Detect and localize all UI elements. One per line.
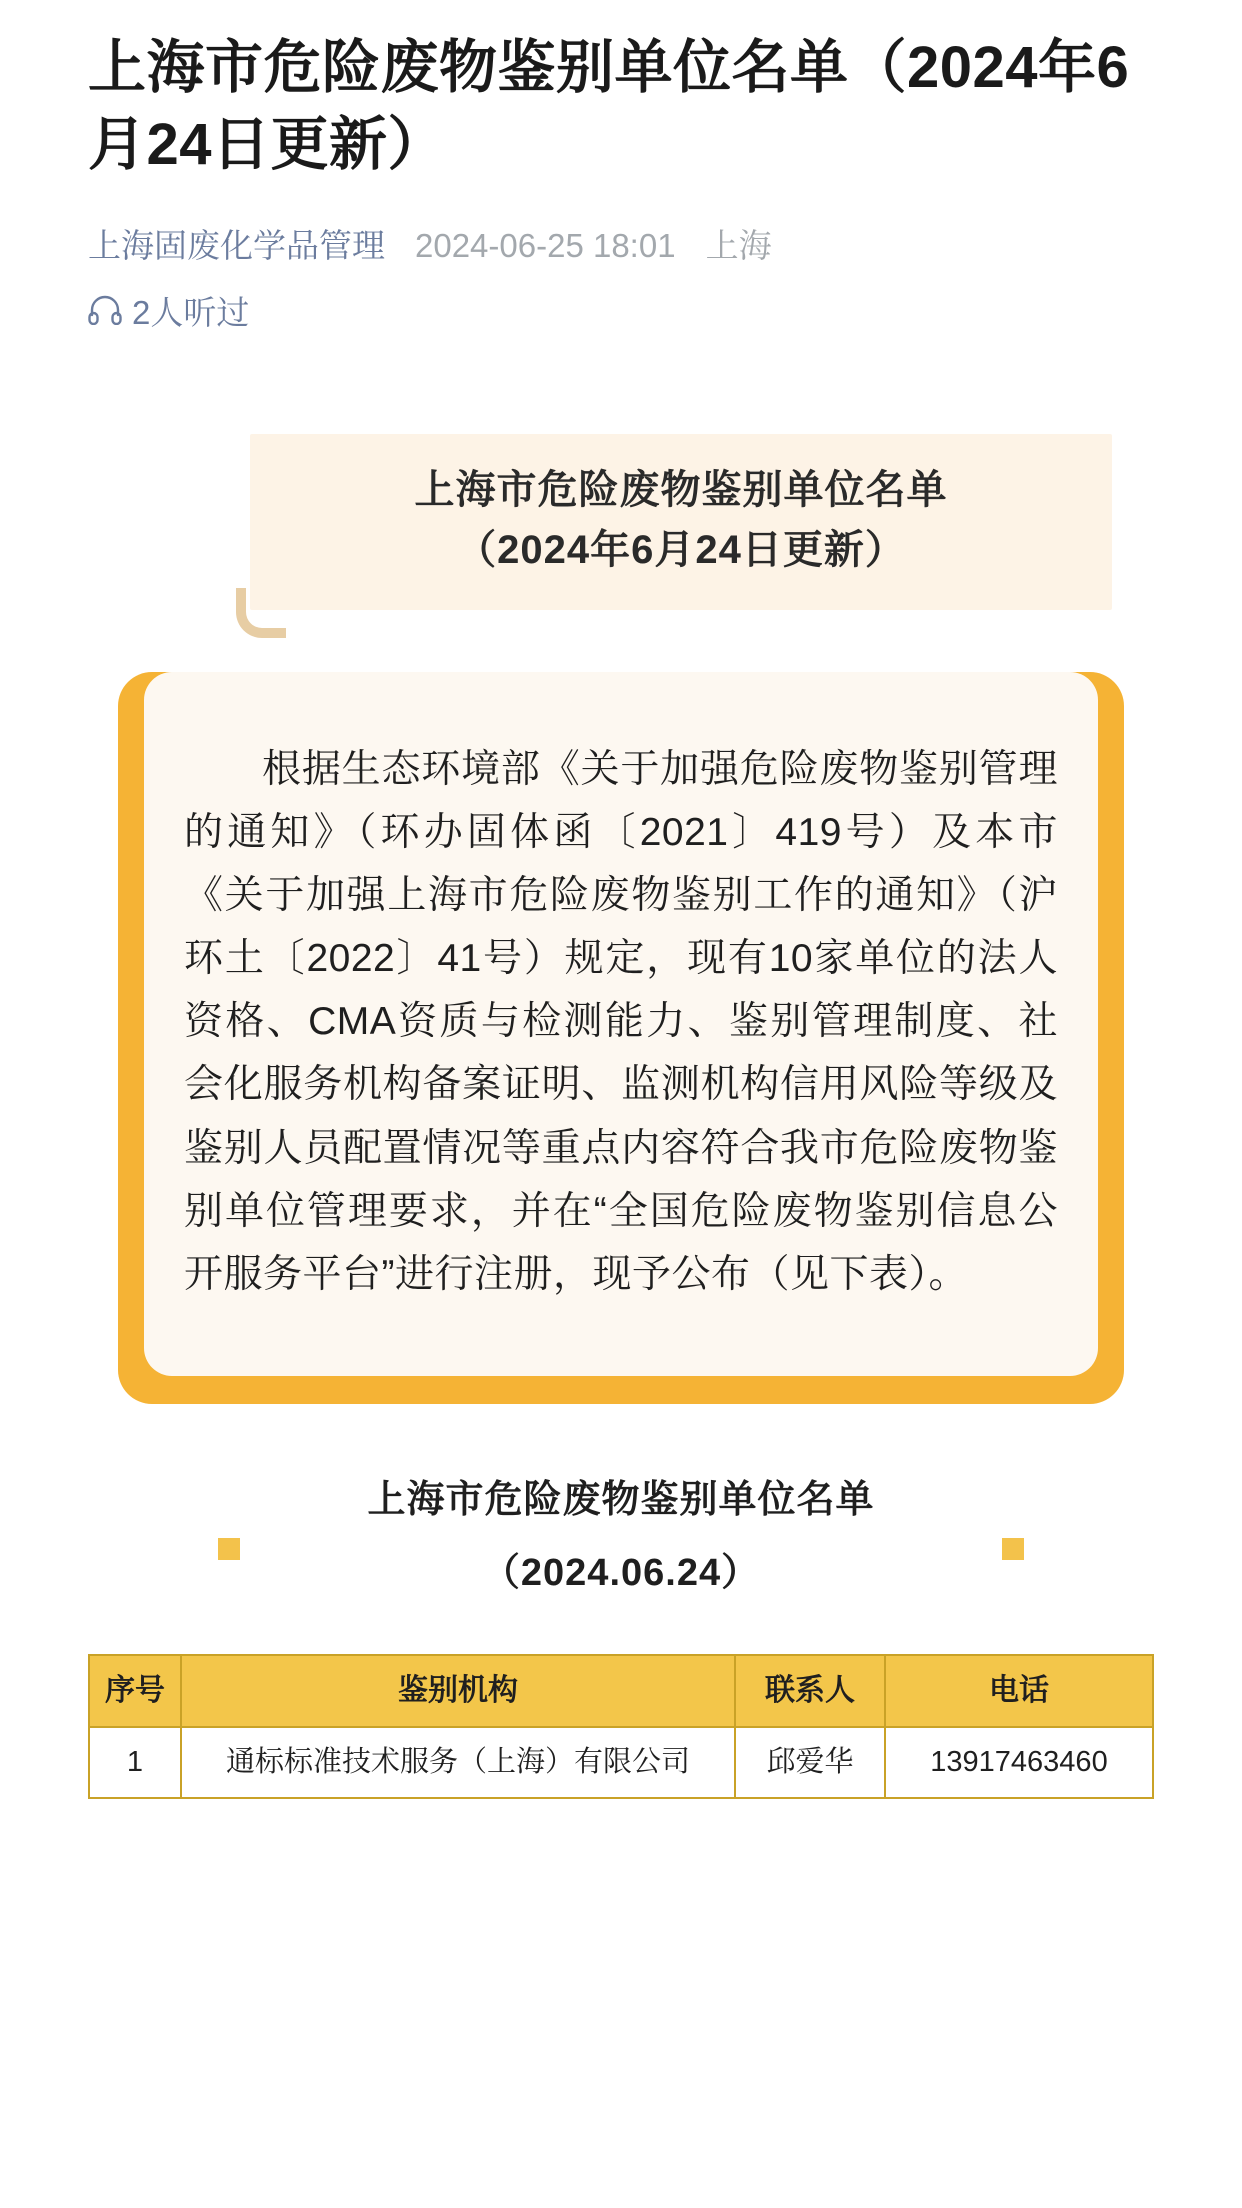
meta-location: 上海 bbox=[705, 227, 772, 265]
banner-line-2: （2024年6月24日更新） bbox=[456, 527, 906, 572]
table-header-person: 联系人 bbox=[735, 1655, 885, 1727]
article-header bbox=[0, 0, 1242, 334]
cell-org: 通标标准技术服务（上海）有限公司 bbox=[181, 1727, 735, 1798]
cell-phone: 13917463460 bbox=[885, 1727, 1153, 1798]
subtitle-line-2: （2024.06.24） bbox=[481, 1552, 761, 1595]
square-decoration-left bbox=[218, 1538, 240, 1560]
headphone-icon bbox=[88, 295, 122, 325]
title-banner bbox=[250, 434, 1112, 610]
square-decoration-right bbox=[1002, 1538, 1024, 1560]
banner-corner-decoration bbox=[236, 588, 286, 638]
listen-count-label: 2人听过 bbox=[132, 293, 250, 331]
table-subtitle bbox=[0, 1468, 1242, 1596]
table-header-row bbox=[89, 1655, 1153, 1727]
meta-date: 2024-06-25 18:01 bbox=[415, 227, 676, 265]
page-title: 上海市危险废物鉴别单位名单（2024年6月24日更新） bbox=[88, 35, 1130, 177]
paragraph-card bbox=[128, 672, 1114, 1377]
units-table-wrapper bbox=[88, 1654, 1154, 1799]
table-header-org: 鉴别机构 bbox=[181, 1655, 735, 1727]
table-row bbox=[89, 1727, 1153, 1798]
cell-person: 邱爱华 bbox=[735, 1727, 885, 1798]
table-header-phone: 电话 bbox=[885, 1655, 1153, 1727]
units-table bbox=[88, 1654, 1154, 1799]
body-paragraph: 根据生态环境部《关于加强危险废物鉴别管理的通知》（环办固体函〔2021〕419号）及本市《关于加强上海市危险废物鉴别工作的通知》（沪环土〔2022〕41号）规定，现有10家单位的法人资格、CMA资质与检测能力、鉴别管理制度、社会化服务机构备案证明、监测机构信用风险等级及鉴别人员配置情况等重点内容符合我市危险废物鉴别单位管理要求，并在“全国危险废物鉴别信息公开服务平台”进行注册，现予公布（见下表）。 bbox=[184, 747, 1058, 1296]
subtitle-line-1: 上海市危险废物鉴别单位名单 bbox=[367, 1479, 875, 1522]
meta-author[interactable]: 上海固废化学品管理 bbox=[88, 227, 385, 265]
table-header-index: 序号 bbox=[89, 1655, 181, 1727]
listen-row[interactable] bbox=[88, 287, 1154, 334]
cell-index: 1 bbox=[89, 1727, 181, 1798]
article-content bbox=[0, 334, 1242, 1799]
banner-line-1: 上海市危险废物鉴别单位名单 bbox=[414, 467, 948, 512]
article-meta bbox=[88, 221, 1154, 271]
